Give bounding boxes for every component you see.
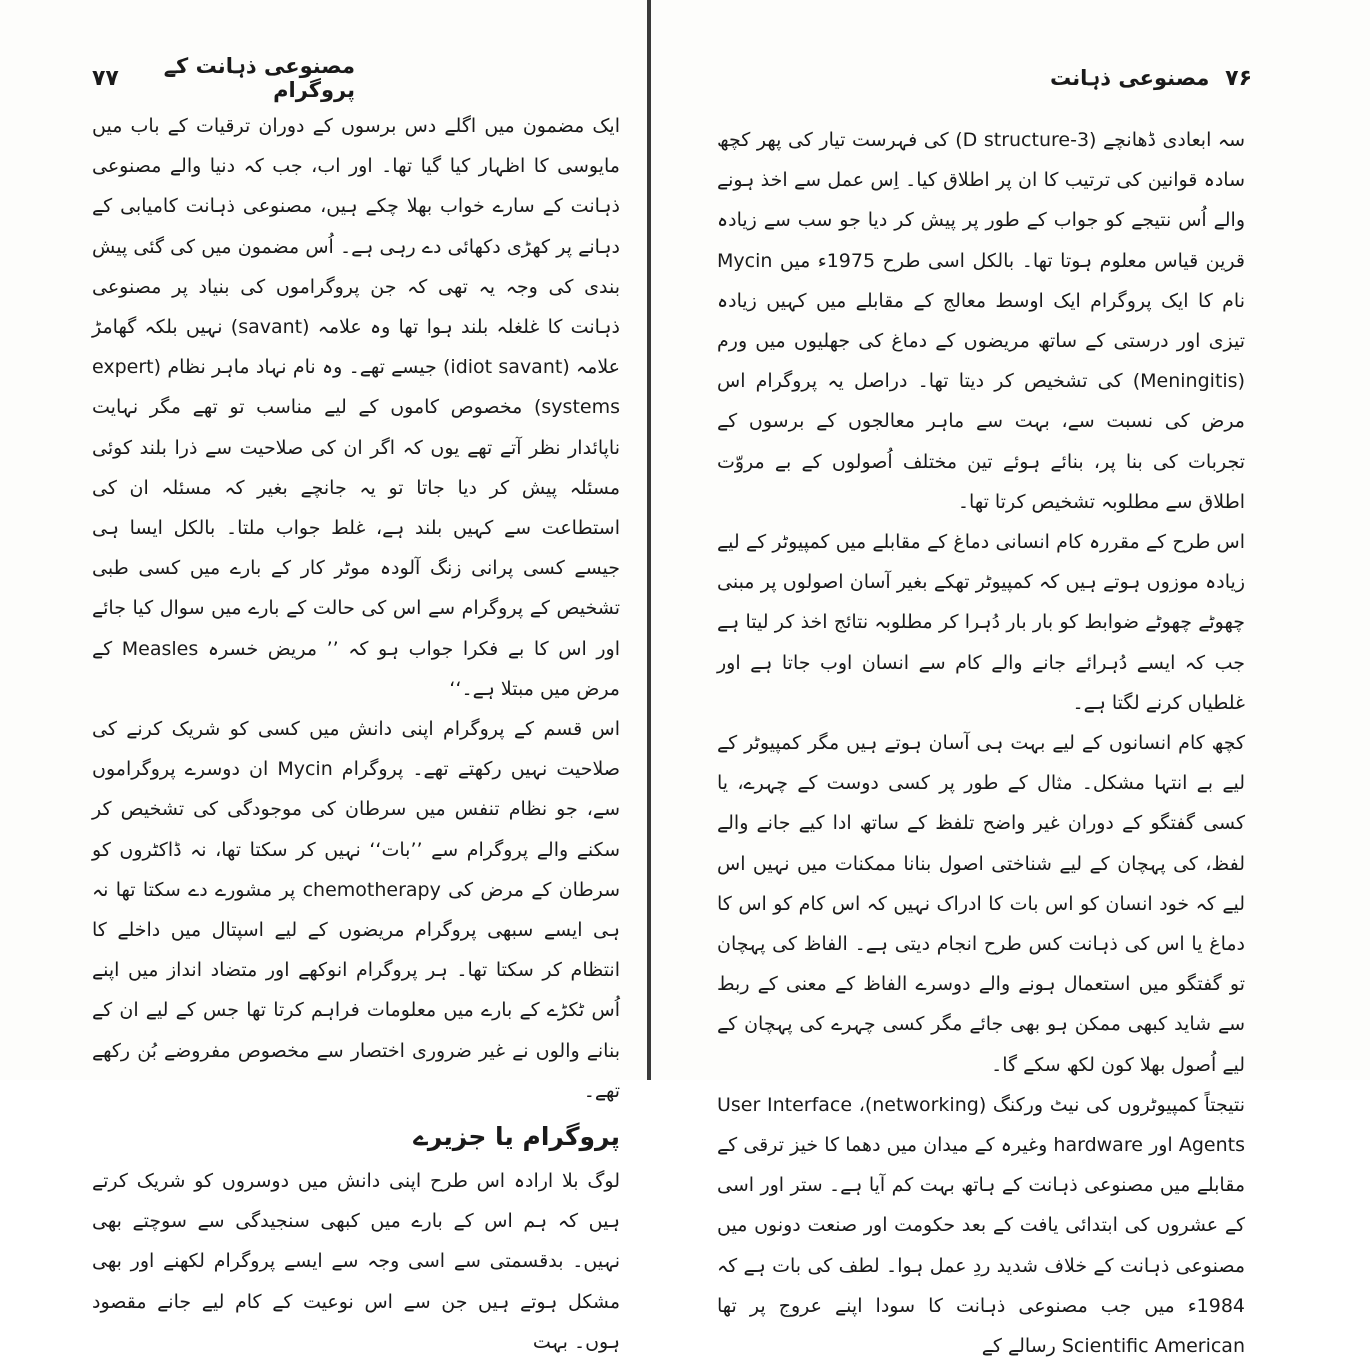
- paragraph: ایک مضمون میں اگلے دس برسوں کے دوران ترقیات کے باب میں مایوسی کا اظہار کیا گیا تھا۔ اور اب، جب کہ دنیا والے مصنوعی ذہانت کے سارے خواب بھلا چکے ہیں، مصنوعی ذہانت کامیابی کے دہانے پر کھڑی دکھائی دے رہی ہے۔ اُس مضمون میں کی گئی پیش بندی کی وجہ یہ تھی کہ جن پروگراموں کی بنیاد پر مصنوعی ذہانت کا غلغلہ بلند ہوا تھا وہ علامہ (savant) نہیں بلکہ گھامڑ علامہ (idiot savant) جیسے تھے۔ وہ نام نہاد ماہر نظام (expert systems) مخصوص کاموں کے لیے مناسب تو تھے مگر نہایت ناپائدار نظر آتے تھے یوں کہ اگر ان کی صلاحیت سے ذرا بلند کوئی مسئلہ پیش کر دیا جاتا تو یہ جانچے بغیر کہ مسئلہ ان کی استطاعت سے کہیں بلند ہے، غلط جواب ملتا۔ بالکل ایسا ہی جیسے کسی پرانی زنگ آلودہ موٹر کار کے بارے میں کسی طبی تشخیص کے پروگرام سے اس کی حالت کے بارے میں سوال کیا جائے اور اس کا بے فکرا جواب ہو کہ ’’ مریض خسرہ Measles کے مرض میں مبتلا ہے۔‘‘: [92, 115, 621, 700]
- paragraph: سہ ابعادی ڈھانچے (3-D structure) کی فہرست تیار کی پھر کچھ سادہ قوانین کی ترتیب کا ان پر اطلاق کیا۔ اِس عمل سے اخذ ہونے والے اُس نتیجے کو جواب کے طور پر پیش کر دیا جو سب سے زیادہ قرین قیاس معلوم ہوتا تھا۔ بالکل اسی طرح 1975ء میں Mycin نام کا ایک پروگرام ایک اوسط معالج کے مقابلے میں کہیں زیادہ تیزی اور درستی کے ساتھ مریضوں کے دماغ کی جھلیوں میں ورم (Meningitis) کی تشخیص کر دیتا تھا۔ دراصل یہ پروگرام اس مرض کی نسبت سے، بہت سے ماہر معالجوں کے برسوں کے تجربات کی بنا پر، بنائے ہوئے تین مختلف اُصولوں کے بے مروّت اطلاق سے مطلوبہ تشخیص کرتا تھا۔: [717, 129, 1245, 513]
- right-page-header: [1050, 58, 1252, 98]
- left-page-number: ۷۷: [92, 65, 119, 91]
- book-gutter: [647, 0, 651, 1080]
- paragraph: اس قسم کے پروگرام اپنی دانش میں کسی کو شریک کرنے کی صلاحیت نہیں رکھتے تھے۔ پروگرام Mycin ان دوسرے پروگراموں سے، جو نظام تنفس میں سرطان کی موجودگی کی تشخیص کر سکنے والے پروگرام سے ’’بات‘‘ نہیں کر سکتا تھا، نہ ڈاکٹروں کو سرطان کے مرض کی chemotherapy پر مشورے دے سکتا تھا نہ ہی ایسے سبھی پروگرام مریضوں کے لیے اسپتال میں داخلے کا انتظام کر سکتا تھا۔ ہر پروگرام انوکھے اور متضاد انداز میں اپنے اُس ٹکڑے کے بارے میں معلومات فراہم کرتا تھا جس کے لیے ان کے بنانے والوں نے غیر ضروری اختصار سے مخصوص مفروضے بُن رکھے تھے۔: [92, 718, 621, 1102]
- left-page-header: [92, 54, 355, 102]
- right-page: [655, 0, 1370, 1358]
- paragraph: اس طرح کے مقررہ کام انسانی دماغ کے مقابلے میں کمپیوٹر کے لیے زیادہ موزوں ہوتے ہیں کہ کمپیوٹر تھکے بغیر آسان اصولوں پر مبنی چھوٹے چھوٹے ضوابط کو بار بار دُہرا کر مطلوبہ نتائج اخذ کر لیتا ہے جب کہ ایسے دُہرائے جانے والے کام سے انسان اوب جاتا ہے اور غلطیاں کرنے لگتا ہے۔: [717, 531, 1245, 714]
- left-page: [0, 0, 645, 1353]
- paragraph: لوگ بلا ارادہ اس طرح اپنی دانش میں دوسروں کو شریک کرتے ہیں کہ ہم اس کے بارے میں کبھی سنجیدگی سے سوچتے بھی نہیں۔ بدقسمتی سے اسی وجہ سے ایسے پروگرام لکھنے اور بھی مشکل ہوتے ہیں جن سے اس نوعیت کے کام لیے جانے مقصود ہوں۔ بہت: [92, 1170, 620, 1353]
- right-page-number: ۷۶: [1225, 65, 1252, 91]
- paragraph: کچھ کام انسانوں کے لیے بہت ہی آسان ہوتے ہیں مگر کمپیوٹر کے لیے بے انتہا مشکل۔ مثال کے طور پر کسی دوست کے چہرے، یا کسی گفتگو کے دوران غیر واضح تلفظ کے ساتھ ادا کیے جانے والے لفظ، کی پہچان کے لیے شناختی اصول بنانا ممکنات میں نہیں اس لیے کہ خود انسان کو اس بات کا ادراک نہیں کہ اس کام کو اس کا دماغ یا اس کی ذہانت کس طرح انجام دیتی ہے۔ الفاظ کی پہچان تو گفتگو میں استعمال ہونے والے دوسرے الفاظ کے معنی کے ربط سے شاید کبھی ممکن ہو بھی جائے مگر کسی چہرے کی پہچان کے لیے اُصول بھلا کون لکھ سکے گا۔: [717, 732, 1245, 1076]
- section-heading: پروگرام یا جزیرے: [413, 1122, 620, 1152]
- paragraph: نتیجتاً کمپیوٹروں کی نیٹ ورکنگ (networking)، User Interface Agents اور hardware وغیرہ کے میدان میں دھما کا خیز ترقی کے مقابلے میں مصنوعی ذہانت کے ہاتھ بہت کم آیا ہے۔ ستر اور اسی کے عشروں کی ابتدائی یافت کے بعد حکومت اور صنعت دونوں میں مصنوعی ذہانت کے خلاف شدید ردِ عمل ہوا۔ لطف کی بات ہے کہ 1984ء میں جب مصنوعی ذہانت کا سودا اپنے عروج پر تھا Scientific American رسالے کے: [717, 1093, 1245, 1358]
- right-page-body: [717, 120, 1245, 1366]
- right-page-title: مصنوعی ذہانت: [1050, 66, 1210, 90]
- left-page-body: [92, 106, 620, 1362]
- left-page-title: مصنوعی ذہانت کے پروگرام: [163, 54, 355, 102]
